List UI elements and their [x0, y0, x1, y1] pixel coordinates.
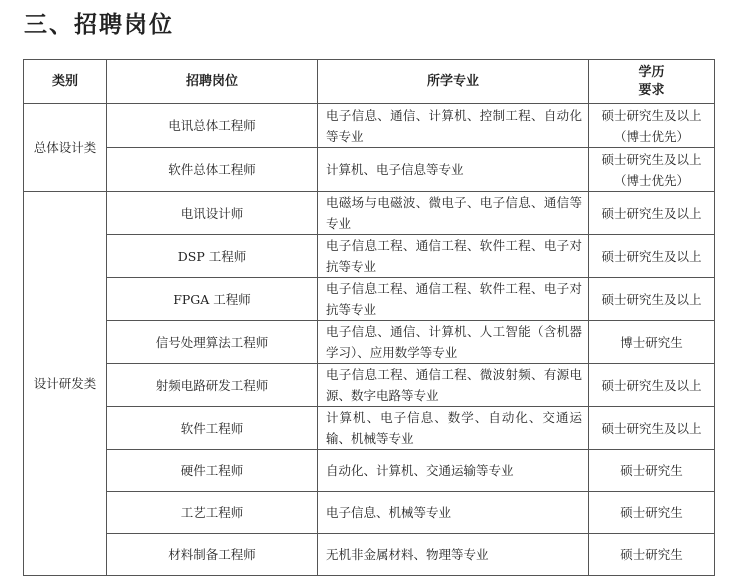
position-cell: 工艺工程师	[107, 492, 318, 534]
header-education-line1: 学历	[638, 64, 665, 80]
major-cell: 电磁场与电磁波、微电子、电子信息、通信等专业	[318, 192, 589, 235]
category-cell: 设计研发类	[24, 192, 107, 576]
table-row	[24, 235, 715, 278]
education-note: （博士优先）	[613, 172, 689, 188]
education-cell: 硕士研究生	[589, 534, 715, 576]
table-row	[24, 450, 715, 492]
education-cell: 博士研究生	[589, 321, 715, 364]
major-cell: 电子信息工程、通信工程、软件工程、电子对抗等专业	[318, 235, 589, 278]
category-cell: 总体设计类	[24, 104, 107, 192]
education-note: （博士优先）	[613, 128, 689, 144]
education-cell	[589, 104, 715, 148]
table-row	[24, 407, 715, 450]
table-row	[24, 534, 715, 576]
education-cell: 硕士研究生及以上	[589, 278, 715, 321]
major-cell: 电子信息、机械等专业	[318, 492, 589, 534]
recruitment-table	[23, 59, 715, 576]
position-cell: 射频电路研发工程师	[107, 364, 318, 407]
position-cell: DSP 工程师	[107, 235, 318, 278]
table-row	[24, 104, 715, 148]
education-cell: 硕士研究生及以上	[589, 235, 715, 278]
major-cell: 电子信息工程、通信工程、微波射频、有源电源、数字电路等专业	[318, 364, 589, 407]
position-cell: 硬件工程师	[107, 450, 318, 492]
table-row	[24, 364, 715, 407]
major-cell: 计算机、电子信息等专业	[318, 148, 589, 192]
header-education-line2: 要求	[638, 82, 665, 98]
education-cell: 硕士研究生	[589, 492, 715, 534]
major-cell: 电子信息工程、通信工程、软件工程、电子对抗等专业	[318, 278, 589, 321]
table-row	[24, 278, 715, 321]
position-cell: 软件工程师	[107, 407, 318, 450]
major-cell: 电子信息、通信、计算机、人工智能（含机器学习）、应用数学等专业	[318, 321, 589, 364]
position-cell: FPGA 工程师	[107, 278, 318, 321]
education-cell: 硕士研究生及以上	[589, 192, 715, 235]
header-position: 招聘岗位	[107, 60, 318, 104]
major-cell: 自动化、计算机、交通运输等专业	[318, 450, 589, 492]
education-line: 硕士研究生及以上	[601, 151, 702, 167]
education-cell: 硕士研究生及以上	[589, 364, 715, 407]
table-header-row	[24, 60, 715, 104]
table-row	[24, 192, 715, 235]
education-line: 硕士研究生及以上	[601, 107, 702, 123]
position-cell: 信号处理算法工程师	[107, 321, 318, 364]
education-cell	[589, 148, 715, 192]
position-cell: 软件总体工程师	[107, 148, 318, 192]
header-category: 类别	[24, 60, 107, 104]
position-cell: 材料制备工程师	[107, 534, 318, 576]
header-education	[589, 60, 715, 104]
position-cell: 电讯总体工程师	[107, 104, 318, 148]
table-row	[24, 492, 715, 534]
table-row	[24, 321, 715, 364]
table-row	[24, 148, 715, 192]
education-cell: 硕士研究生	[589, 450, 715, 492]
major-cell: 电子信息、通信、计算机、控制工程、自动化等专业	[318, 104, 589, 148]
major-cell: 无机非金属材料、物理等专业	[318, 534, 589, 576]
section-heading: 三、招聘岗位	[24, 11, 174, 38]
header-major: 所学专业	[318, 60, 589, 104]
position-cell: 电讯设计师	[107, 192, 318, 235]
education-cell: 硕士研究生及以上	[589, 407, 715, 450]
major-cell: 计算机、电子信息、数学、自动化、交通运输、机械等专业	[318, 407, 589, 450]
